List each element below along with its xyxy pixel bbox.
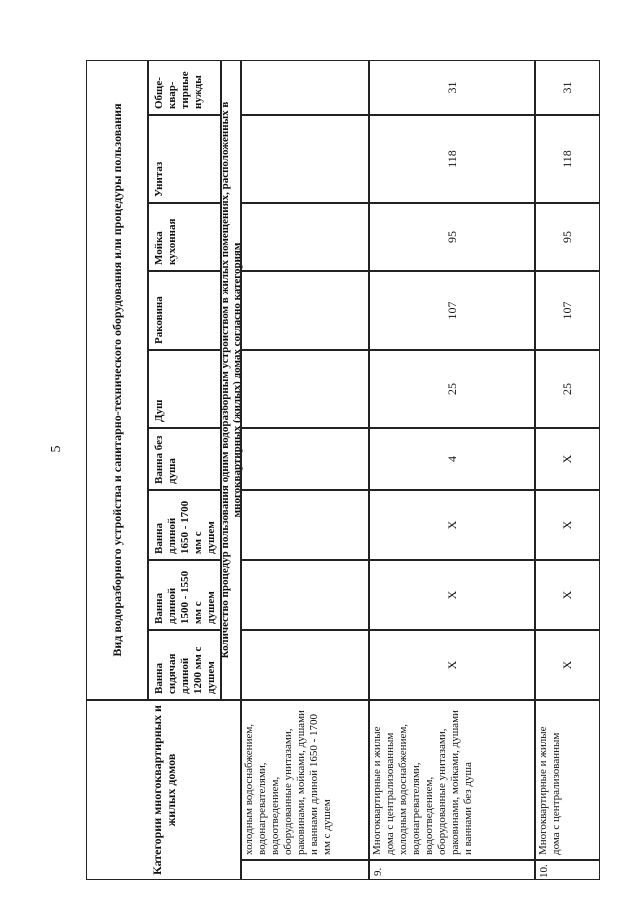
row-number-9: 9.: [369, 860, 535, 880]
col-header-bath-1500: Ванна длиной 1500 - 1550 мм с душем: [148, 560, 221, 630]
procedures-subheader: Количество процедур пользования одним водоразборным устройством в жилых помещениях, расположенных в многоквартирных (жилых) домах согласно категориям: [221, 60, 241, 700]
value-cell: [241, 428, 369, 490]
value-cell: 95: [369, 203, 535, 271]
category-header: Категории многоквартирных и жилых домов: [86, 700, 241, 880]
value-cell: 31: [369, 60, 535, 115]
row-category-continued: холодным водоснабжением, водонагревателями, водоотведением, оборудованные унитазами, раковинами, мойками, душами и ваннами длиной 1650 - 1700 мм с душем: [241, 700, 369, 860]
equipment-group-header: Вид водоразборного устройства и санитарно-технического оборудования или процедуры пользования: [86, 60, 148, 700]
col-header-shower: Душ: [148, 350, 221, 428]
value-cell: [241, 630, 369, 700]
value-cell: X: [535, 630, 600, 700]
col-header-common-needs: Обще-квар-тирные нужды: [148, 60, 221, 115]
row-number-10: 10.: [535, 860, 600, 880]
value-cell: [241, 271, 369, 350]
value-cell: 107: [369, 271, 535, 350]
value-cell: [241, 350, 369, 428]
value-cell: 95: [535, 203, 600, 271]
value-cell: 118: [369, 115, 535, 203]
rotated-table: [86, 60, 600, 880]
value-cell: [241, 115, 369, 203]
col-header-sink: Раковина: [148, 271, 221, 350]
value-cell: 25: [369, 350, 535, 428]
value-cell: [241, 560, 369, 630]
page-number: 5: [49, 445, 64, 453]
value-cell: 4: [369, 428, 535, 490]
value-cell: 107: [535, 271, 600, 350]
value-cell: [241, 490, 369, 560]
value-cell: 118: [535, 115, 600, 203]
col-header-bath-1650: Ванна длиной 1650 - 1700 мм с душем: [148, 490, 221, 560]
row-category-9: Многоквартирные и жилые дома с централизованным холодным водоснабжением, водонагревателями, водоотведением, оборудованные унитазами, раковинами, мойками, душами и ваннами без душа: [369, 700, 535, 860]
value-cell: X: [369, 490, 535, 560]
value-cell: 31: [535, 60, 600, 115]
row-number-continued: [241, 860, 369, 880]
value-cell: 25: [535, 350, 600, 428]
value-cell: [241, 60, 369, 115]
value-cell: X: [535, 560, 600, 630]
col-header-bath-sitting: Ванна сидячая длиной 1200 мм с душем: [148, 630, 221, 700]
row-category-10: Многоквартирные и жилые дома с централизованным: [535, 700, 600, 860]
value-cell: [241, 203, 369, 271]
value-cell: X: [535, 490, 600, 560]
col-header-kitchen-sink: Мойка кухонная: [148, 203, 221, 271]
col-header-bath-no-shower: Ванна без душа: [148, 428, 221, 490]
value-cell: X: [535, 428, 600, 490]
value-cell: X: [369, 560, 535, 630]
value-cell: X: [369, 630, 535, 700]
col-header-toilet: Унитаз: [148, 115, 221, 203]
